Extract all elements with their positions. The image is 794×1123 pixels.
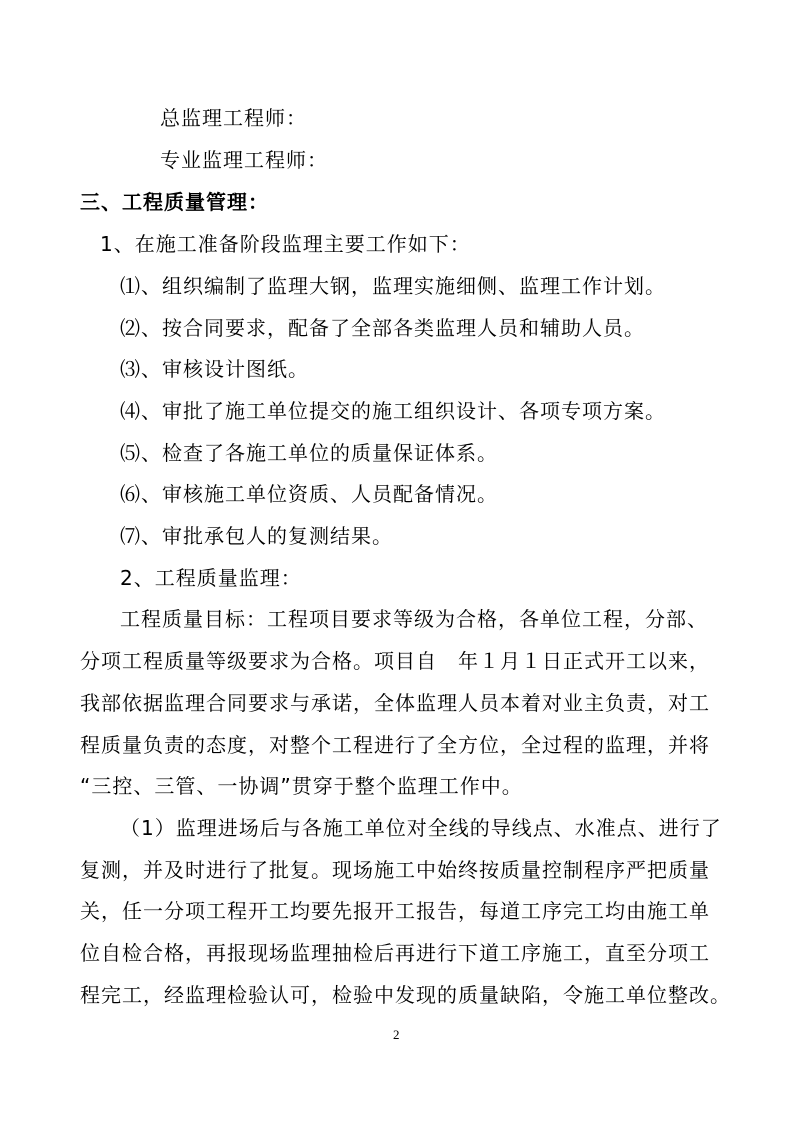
- list-item-6: ⑹、审核施工单位资质、人员配备情况。: [120, 482, 498, 506]
- page-number: 2: [393, 1027, 400, 1042]
- paragraph-line: 程质量负责的态度，对整个工程进行了全方位，全过程的监理，并将: [80, 733, 710, 757]
- list-item-3: ⑶、审核设计图纸。: [120, 357, 309, 381]
- subheading-quality-supervision: 2、工程质量监理：: [120, 566, 302, 590]
- list-item-1: ⑴、组织编制了监理大钢，监理实施细侧、监理工作计划。: [120, 274, 666, 298]
- paragraph-line: （1）监理进场后与各施工单位对全线的导线点、水准点、进行了: [120, 816, 722, 840]
- chief-supervisor-line: 总监理工程师：: [160, 106, 307, 130]
- list-item-2: ⑵、按合同要求，配备了全部各类监理人员和辅助人员。: [120, 316, 645, 340]
- subheading-preparation: 1、在施工准备阶段监理主要工作如下：: [100, 232, 471, 256]
- list-item-4: ⑷、审批了施工单位提交的施工组织设计、各项专项方案。: [120, 399, 666, 423]
- paragraph-line: 复测，并及时进行了批复。现场施工中始终按质量控制程序严把质量: [80, 858, 710, 882]
- paragraph-line: “三控、三管、一协调”贯穿于整个监理工作中。: [80, 774, 523, 798]
- list-item-7: ⑺、审批承包人的复测结果。: [120, 524, 393, 548]
- list-item-5: ⑸、检查了各施工单位的质量保证体系。: [120, 441, 498, 465]
- paragraph-line: 我部依据监理合同要求与承诺，全体监理人员本着对业主负责，对工: [80, 691, 710, 715]
- paragraph-line: 关，任一分项工程开工均要先报开工报告，每道工序完工均由施工单: [80, 899, 710, 923]
- paragraph-line: 程完工，经监理检验认可，检验中发现的质量缺陷，令施工单位整改。: [80, 983, 731, 1007]
- specialist-supervisor-line: 专业监理工程师：: [160, 148, 328, 172]
- paragraph-line: 位自检合格，再报现场监理抽检后再进行下道工序施工，直至分项工: [80, 941, 710, 965]
- paragraph-line: 分项工程质量等级要求为合格。项目自 年１月１日正式开工以来，: [80, 649, 710, 673]
- section-heading-quality: 三、工程质量管理：: [80, 190, 269, 214]
- paragraph-line: 工程质量目标：工程项目要求等级为合格，各单位工程，分部、: [120, 607, 708, 631]
